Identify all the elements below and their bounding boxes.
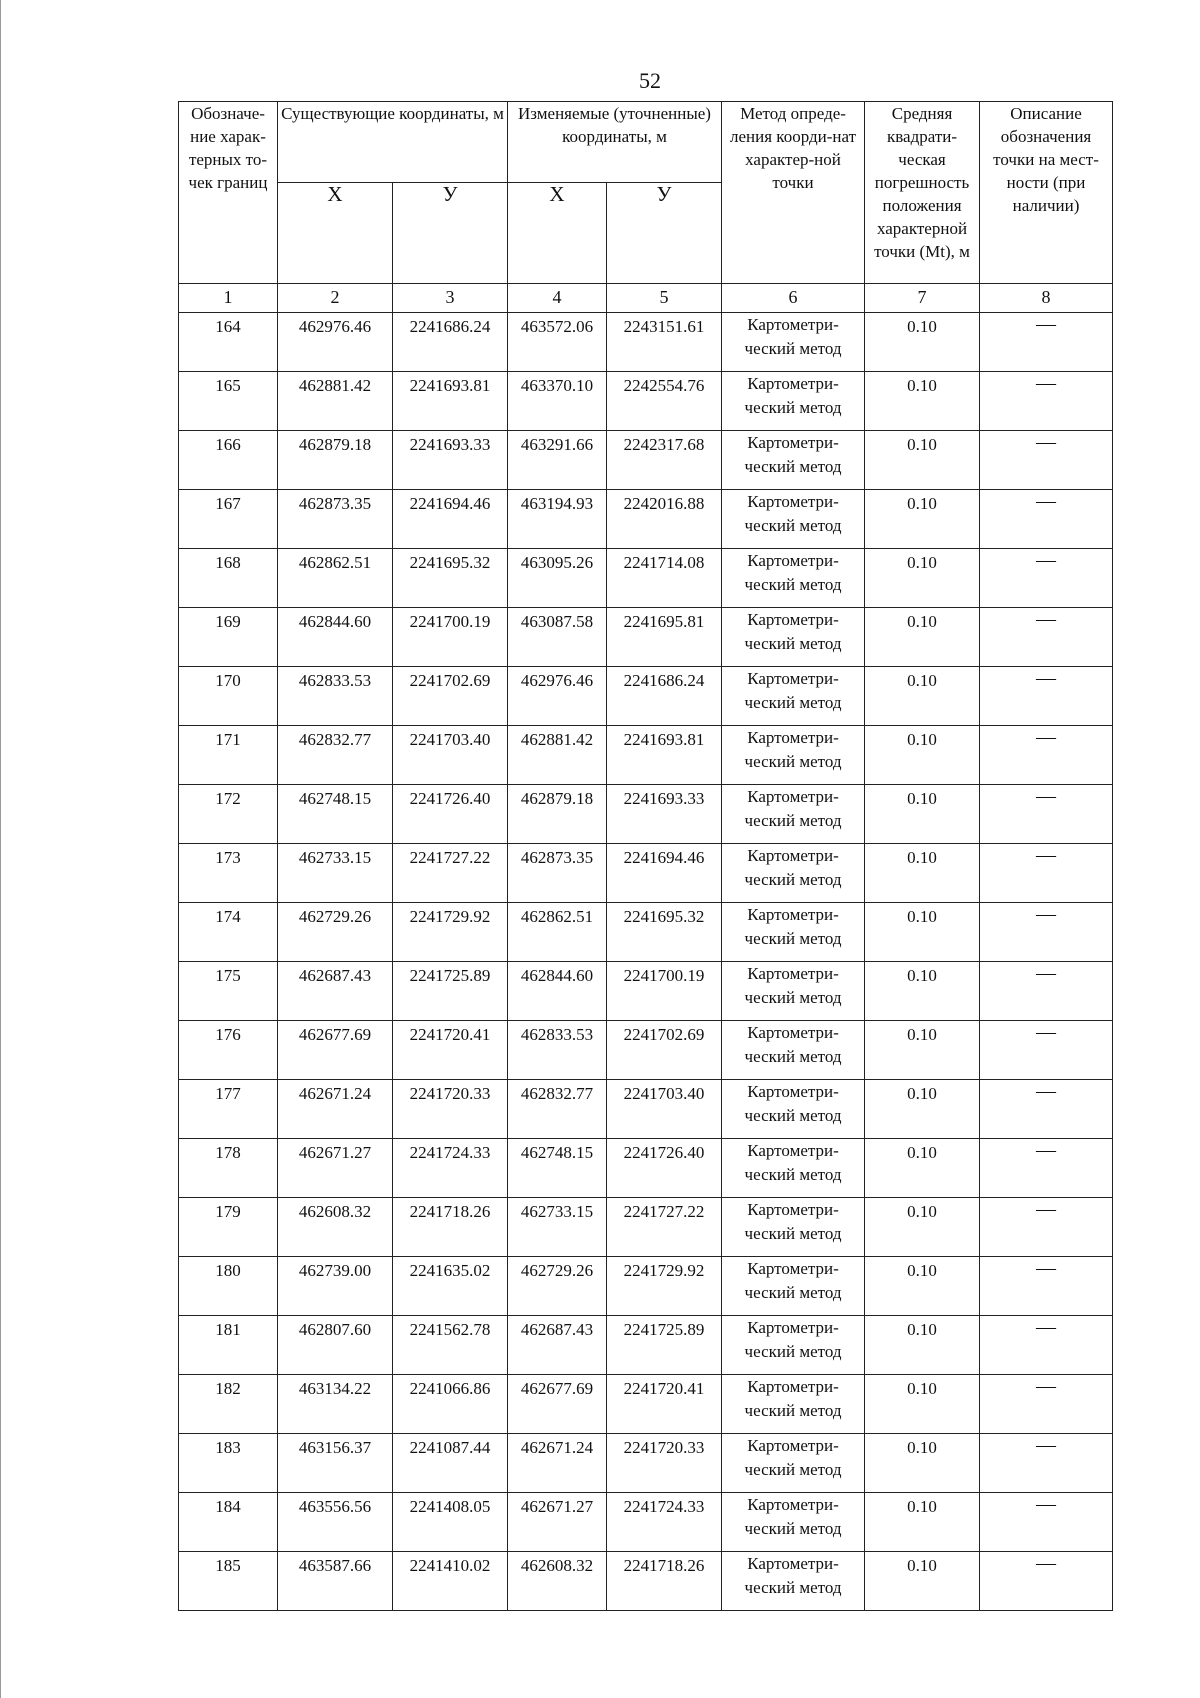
page-number: 52 [639, 68, 661, 93]
existing-x-cell: 462677.69 [278, 1021, 393, 1080]
header-existing-coordinates: Существующие координаты, м [278, 102, 508, 183]
changed-x-cell: 462832.77 [508, 1080, 607, 1139]
point-designation-cell: 182 [179, 1375, 278, 1434]
changed-y-cell: 2242016.88 [607, 490, 722, 549]
changed-y-cell: 2241714.08 [607, 549, 722, 608]
point-description-cell: — [980, 431, 1113, 490]
existing-y-cell: 2241066.86 [393, 1375, 508, 1434]
changed-y-cell: 2243151.61 [607, 313, 722, 372]
point-description-cell: — [980, 903, 1113, 962]
existing-x-cell: 462833.53 [278, 667, 393, 726]
point-designation-cell: 179 [179, 1198, 278, 1257]
existing-y-cell: 2241703.40 [393, 726, 508, 785]
point-description-cell: — [980, 667, 1113, 726]
point-description-cell: — [980, 490, 1113, 549]
point-description-cell: — [980, 608, 1113, 667]
scan-left-edge [0, 0, 1, 1698]
column-number: 2 [278, 284, 393, 313]
header-point-description: Описание обозначения точки на мест-ности (при наличии) [980, 102, 1113, 284]
existing-x-cell: 462687.43 [278, 962, 393, 1021]
method-cell: Картометри-ческий метод [722, 608, 865, 667]
table-row [179, 431, 1113, 490]
method-cell: Картометри-ческий метод [722, 372, 865, 431]
point-designation-cell: 167 [179, 490, 278, 549]
table-body [179, 313, 1113, 1611]
point-description-cell: — [980, 844, 1113, 903]
mean-square-error-cell: 0.10 [865, 1257, 980, 1316]
point-designation-cell: 164 [179, 313, 278, 372]
point-description-cell: — [980, 1552, 1113, 1611]
table-row [179, 608, 1113, 667]
point-description-cell: — [980, 1257, 1113, 1316]
mean-square-error-cell: 0.10 [865, 313, 980, 372]
method-cell: Картометри-ческий метод [722, 431, 865, 490]
mean-square-error-cell: 0.10 [865, 1434, 980, 1493]
table-row [179, 903, 1113, 962]
method-cell: Картометри-ческий метод [722, 490, 865, 549]
existing-y-cell: 2241408.05 [393, 1493, 508, 1552]
coordinates-table [178, 101, 1113, 1611]
changed-y-cell: 2241720.41 [607, 1375, 722, 1434]
changed-x-cell: 462671.24 [508, 1434, 607, 1493]
table-row [179, 667, 1113, 726]
changed-y-cell: 2241700.19 [607, 962, 722, 1021]
column-numbers-row [179, 284, 1113, 313]
existing-x-cell: 462976.46 [278, 313, 393, 372]
method-cell: Картометри-ческий метод [722, 1257, 865, 1316]
changed-x-cell: 462879.18 [508, 785, 607, 844]
point-description-cell: — [980, 372, 1113, 431]
table-row [179, 1552, 1113, 1611]
existing-x-cell: 462807.60 [278, 1316, 393, 1375]
method-cell: Картометри-ческий метод [722, 1375, 865, 1434]
mean-square-error-cell: 0.10 [865, 1139, 980, 1198]
changed-x-cell: 462862.51 [508, 903, 607, 962]
mean-square-error-cell: 0.10 [865, 1375, 980, 1434]
existing-y-cell: 2241720.41 [393, 1021, 508, 1080]
existing-x-cell: 462729.26 [278, 903, 393, 962]
point-designation-cell: 185 [179, 1552, 278, 1611]
point-description-cell: — [980, 1021, 1113, 1080]
point-designation-cell: 183 [179, 1434, 278, 1493]
changed-x-cell: 463291.66 [508, 431, 607, 490]
point-description-cell: — [980, 1139, 1113, 1198]
existing-x-cell: 463156.37 [278, 1434, 393, 1493]
existing-y-cell: 2241562.78 [393, 1316, 508, 1375]
mean-square-error-cell: 0.10 [865, 844, 980, 903]
changed-y-cell: 2241694.46 [607, 844, 722, 903]
changed-y-cell: 2241726.40 [607, 1139, 722, 1198]
header-changed-coordinates: Изменяемые (уточненные) координаты, м [508, 102, 722, 183]
method-cell: Картометри-ческий метод [722, 785, 865, 844]
changed-y-cell: 2241693.81 [607, 726, 722, 785]
changed-y-cell: 2241695.81 [607, 608, 722, 667]
column-number: 3 [393, 284, 508, 313]
changed-y-cell: 2241729.92 [607, 1257, 722, 1316]
point-designation-cell: 176 [179, 1021, 278, 1080]
changed-y-cell: 2241727.22 [607, 1198, 722, 1257]
table-row [179, 1493, 1113, 1552]
existing-x-cell: 462671.27 [278, 1139, 393, 1198]
mean-square-error-cell: 0.10 [865, 1493, 980, 1552]
mean-square-error-cell: 0.10 [865, 490, 980, 549]
existing-x-cell: 462862.51 [278, 549, 393, 608]
changed-x-cell: 462881.42 [508, 726, 607, 785]
changed-x-cell: 462844.60 [508, 962, 607, 1021]
table-row [179, 313, 1113, 372]
changed-x-cell: 462687.43 [508, 1316, 607, 1375]
changed-y-cell: 2241718.26 [607, 1552, 722, 1611]
table-row [179, 785, 1113, 844]
changed-x-cell: 463087.58 [508, 608, 607, 667]
method-cell: Картометри-ческий метод [722, 1434, 865, 1493]
column-number: 4 [508, 284, 607, 313]
existing-x-cell: 463556.56 [278, 1493, 393, 1552]
method-cell: Картометри-ческий метод [722, 1493, 865, 1552]
point-description-cell: — [980, 1434, 1113, 1493]
point-description-cell: — [980, 1080, 1113, 1139]
mean-square-error-cell: 0.10 [865, 372, 980, 431]
mean-square-error-cell: 0.10 [865, 608, 980, 667]
changed-x-cell: 462873.35 [508, 844, 607, 903]
header-point-designation: Обозначе-ние харак-терных то-чек границ [179, 102, 278, 284]
point-description-cell: — [980, 1375, 1113, 1434]
method-cell: Картометри-ческий метод [722, 1080, 865, 1139]
existing-y-cell: 2241725.89 [393, 962, 508, 1021]
column-number: 1 [179, 284, 278, 313]
existing-x-cell: 462739.00 [278, 1257, 393, 1316]
mean-square-error-cell: 0.10 [865, 1198, 980, 1257]
point-designation-cell: 174 [179, 903, 278, 962]
existing-y-cell: 2241694.46 [393, 490, 508, 549]
point-designation-cell: 177 [179, 1080, 278, 1139]
table-row [179, 962, 1113, 1021]
point-designation-cell: 171 [179, 726, 278, 785]
method-cell: Картометри-ческий метод [722, 726, 865, 785]
existing-x-cell: 462733.15 [278, 844, 393, 903]
point-designation-cell: 181 [179, 1316, 278, 1375]
changed-x-cell: 462733.15 [508, 1198, 607, 1257]
point-designation-cell: 165 [179, 372, 278, 431]
point-description-cell: — [980, 785, 1113, 844]
table-row [179, 1021, 1113, 1080]
existing-y-cell: 2241693.33 [393, 431, 508, 490]
table-row [179, 1198, 1113, 1257]
changed-x-cell: 463095.26 [508, 549, 607, 608]
method-cell: Картометри-ческий метод [722, 1021, 865, 1080]
mean-square-error-cell: 0.10 [865, 549, 980, 608]
existing-x-cell: 462608.32 [278, 1198, 393, 1257]
mean-square-error-cell: 0.10 [865, 785, 980, 844]
method-cell: Картометри-ческий метод [722, 313, 865, 372]
method-cell: Картометри-ческий метод [722, 844, 865, 903]
method-cell: Картометри-ческий метод [722, 667, 865, 726]
point-description-cell: — [980, 1493, 1113, 1552]
changed-x-cell: 462748.15 [508, 1139, 607, 1198]
changed-x-cell: 463370.10 [508, 372, 607, 431]
mean-square-error-cell: 0.10 [865, 667, 980, 726]
changed-y-cell: 2241724.33 [607, 1493, 722, 1552]
changed-x-cell: 462608.32 [508, 1552, 607, 1611]
mean-square-error-cell: 0.10 [865, 431, 980, 490]
table-row [179, 372, 1113, 431]
header-mean-square-error: Средняя квадрати-ческая погрешность положения характерной точки (Mt), м [865, 102, 980, 284]
table-row [179, 844, 1113, 903]
table-row [179, 1316, 1113, 1375]
point-description-cell: — [980, 1316, 1113, 1375]
mean-square-error-cell: 0.10 [865, 962, 980, 1021]
existing-y-cell: 2241087.44 [393, 1434, 508, 1493]
header-existing-x: Х [278, 183, 393, 284]
table-row [179, 1257, 1113, 1316]
column-number: 8 [980, 284, 1113, 313]
existing-x-cell: 463134.22 [278, 1375, 393, 1434]
existing-y-cell: 2241727.22 [393, 844, 508, 903]
method-cell: Картометри-ческий метод [722, 549, 865, 608]
existing-y-cell: 2241702.69 [393, 667, 508, 726]
point-designation-cell: 173 [179, 844, 278, 903]
point-description-cell: — [980, 549, 1113, 608]
existing-y-cell: 2241410.02 [393, 1552, 508, 1611]
table-row [179, 1080, 1113, 1139]
mean-square-error-cell: 0.10 [865, 1080, 980, 1139]
changed-y-cell: 2241703.40 [607, 1080, 722, 1139]
mean-square-error-cell: 0.10 [865, 1021, 980, 1080]
existing-y-cell: 2241686.24 [393, 313, 508, 372]
header-changed-y: У [607, 183, 722, 284]
method-cell: Картометри-ческий метод [722, 1198, 865, 1257]
column-number: 5 [607, 284, 722, 313]
existing-y-cell: 2241695.32 [393, 549, 508, 608]
method-cell: Картометри-ческий метод [722, 903, 865, 962]
table-row [179, 549, 1113, 608]
existing-x-cell: 462832.77 [278, 726, 393, 785]
changed-y-cell: 2241702.69 [607, 1021, 722, 1080]
table-row [179, 1434, 1113, 1493]
point-designation-cell: 172 [179, 785, 278, 844]
point-description-cell: — [980, 1198, 1113, 1257]
changed-x-cell: 462833.53 [508, 1021, 607, 1080]
mean-square-error-cell: 0.10 [865, 1316, 980, 1375]
existing-x-cell: 462671.24 [278, 1080, 393, 1139]
table-row [179, 1139, 1113, 1198]
changed-y-cell: 2241695.32 [607, 903, 722, 962]
point-designation-cell: 184 [179, 1493, 278, 1552]
changed-x-cell: 462976.46 [508, 667, 607, 726]
method-cell: Картометри-ческий метод [722, 1552, 865, 1611]
point-description-cell: — [980, 962, 1113, 1021]
method-cell: Картометри-ческий метод [722, 1139, 865, 1198]
method-cell: Картометри-ческий метод [722, 962, 865, 1021]
existing-x-cell: 462879.18 [278, 431, 393, 490]
point-description-cell: — [980, 313, 1113, 372]
header-method: Метод опреде-ления коорди-нат характер-ной точки [722, 102, 865, 284]
changed-x-cell: 462729.26 [508, 1257, 607, 1316]
column-number: 7 [865, 284, 980, 313]
changed-y-cell: 2241725.89 [607, 1316, 722, 1375]
changed-y-cell: 2241693.33 [607, 785, 722, 844]
changed-y-cell: 2242554.76 [607, 372, 722, 431]
existing-y-cell: 2241635.02 [393, 1257, 508, 1316]
changed-x-cell: 462677.69 [508, 1375, 607, 1434]
point-designation-cell: 169 [179, 608, 278, 667]
changed-x-cell: 463572.06 [508, 313, 607, 372]
mean-square-error-cell: 0.10 [865, 1552, 980, 1611]
header-existing-y: У [393, 183, 508, 284]
existing-x-cell: 462844.60 [278, 608, 393, 667]
point-designation-cell: 166 [179, 431, 278, 490]
existing-y-cell: 2241700.19 [393, 608, 508, 667]
point-designation-cell: 180 [179, 1257, 278, 1316]
point-designation-cell: 168 [179, 549, 278, 608]
existing-x-cell: 462873.35 [278, 490, 393, 549]
existing-y-cell: 2241718.26 [393, 1198, 508, 1257]
changed-x-cell: 463194.93 [508, 490, 607, 549]
point-description-cell: — [980, 726, 1113, 785]
header-changed-x: Х [508, 183, 607, 284]
existing-y-cell: 2241729.92 [393, 903, 508, 962]
mean-square-error-cell: 0.10 [865, 903, 980, 962]
table-row [179, 1375, 1113, 1434]
changed-x-cell: 462671.27 [508, 1493, 607, 1552]
existing-y-cell: 2241720.33 [393, 1080, 508, 1139]
mean-square-error-cell: 0.10 [865, 726, 980, 785]
changed-y-cell: 2242317.68 [607, 431, 722, 490]
existing-y-cell: 2241726.40 [393, 785, 508, 844]
existing-x-cell: 462748.15 [278, 785, 393, 844]
point-designation-cell: 175 [179, 962, 278, 1021]
point-designation-cell: 178 [179, 1139, 278, 1198]
existing-y-cell: 2241693.81 [393, 372, 508, 431]
point-designation-cell: 170 [179, 667, 278, 726]
existing-y-cell: 2241724.33 [393, 1139, 508, 1198]
existing-x-cell: 463587.66 [278, 1552, 393, 1611]
table-row [179, 490, 1113, 549]
table-row [179, 726, 1113, 785]
changed-y-cell: 2241686.24 [607, 667, 722, 726]
existing-x-cell: 462881.42 [278, 372, 393, 431]
method-cell: Картометри-ческий метод [722, 1316, 865, 1375]
column-number: 6 [722, 284, 865, 313]
changed-y-cell: 2241720.33 [607, 1434, 722, 1493]
